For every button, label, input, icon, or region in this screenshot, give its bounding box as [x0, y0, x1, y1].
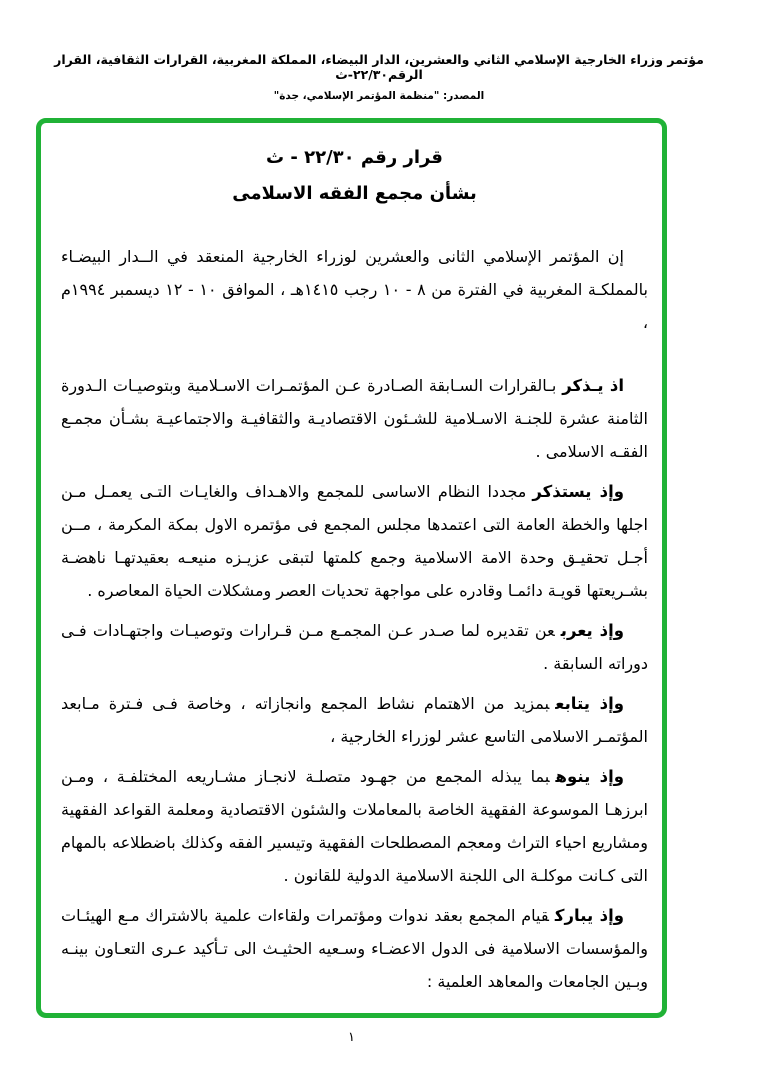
header-conference-line: مؤتمر وزراء الخارجية الإسلامي الثاني والعشرين، الدار البيضاء، المملكة المغربية، القرارات الثقافية، القرار الرقم٢٢/٣٠-ث — [54, 52, 704, 82]
paragraph-text: بـالقرارات السـابقة الصـادرة عـن المؤتمـرات الاسـلامية وبتوصيـات الـدورة الثامنة عشرة للجنـة الاسـلامية للشـئون الاقتصاديـة والثقافيـة والاجتماعيـة بشـأن مجمـع الفقـه الاسلامى . — [61, 376, 648, 461]
paragraph-lead: وإذ يستذكر — [532, 482, 624, 501]
paragraph-lead: وإذ يبارك — [554, 906, 624, 925]
paragraph-lead: وإذ يتابع — [555, 694, 624, 713]
paragraph-lead: وإذ ينوه — [555, 767, 625, 786]
document-header — [0, 52, 758, 102]
decision-paragraph — [61, 240, 648, 339]
decision-paragraph — [61, 369, 648, 468]
paragraph-text: قيام المجمع بعقد ندوات ومؤتمرات ولقاءات علمية بالاشتراك مـع الهيئـات والمؤسسات الاسلامية فى الدول الاعضـاء وسـعيه الحثيـث الى تـأكيد عـرى التعـاون بينـه وبـين الجامعات والمعاهد العلمية : — [61, 906, 648, 991]
decision-paragraph — [61, 899, 648, 998]
paragraph-text: عن تقديره لما صـدر عـن المجمـع مـن قـرارات وتوصيـات واجتهـادات فـى دوراته السابقة . — [61, 621, 648, 673]
paragraph-text: إن المؤتمر الإسلامي الثانى والعشرين لوزراء الخارجية المنعقد في الــدار البيضـاء بالمملكـة المغربية في الفترة من ٨ - ١٠ رجب ١٤١٥هـ ، الموافق ١٠ - ١٢ ديسمبر ١٩٩٤م ، — [61, 247, 648, 332]
decision-frame — [36, 118, 667, 1018]
paragraph-text: مجددا النظام الاساسى للمجمع والاهـداف والغايـات التـى يعمـل مـن اجلها والخطة العامة التى اعتمدها مجلس المجمع فى مؤتمره الاول بمكة المكرمة ، مــن أجـل تحقيـق وحدة الامة الاسلامية وجمع كلمتها لتبقى عزيـزه منيعـه بعقيدتهـا ناهضـة بشـريعتها قويـة دائمـا وقادره على مواجهة تحديات العصر ومشكلات الحياة المعاصره . — [61, 482, 648, 600]
page-number: ١ — [348, 1030, 355, 1045]
paragraph-text: بمزيد من الاهتمام نشاط المجمع وانجازاته ، وخاصة فـى فـترة مـابعد المؤتمـر الاسلامى التاسع عشر لوزراء الخارجية ، — [61, 694, 648, 746]
decision-paragraph — [61, 687, 648, 753]
decision-body — [61, 240, 648, 998]
decision-paragraph — [61, 475, 648, 607]
decision-paragraph — [61, 760, 648, 892]
paragraph-text: بما يبذله المجمع من جهـود متصلـة لانجـاز مشـاريعه المختلفـة ، ومـن ابرزهـا الموسوعة الفقهية الخاصة بالمعاملات والشئون الاقتصادية ومعلمة القواعد الفقهية ومشاريع احياء التراث ومعجم المصطلحات الفقهية وتيسير الفقه وكذلك باضطلاعه بالمهام التى كـانت موكلـة الى اللجنة الاسلامية الدولية للقانون . — [61, 767, 648, 885]
decision-number-title: قرار رقم ٢٢/٣٠ - ث — [266, 147, 443, 168]
paragraph-lead: وإذ يعرب — [560, 621, 624, 640]
paragraph-lead: اذ يـذكر — [562, 376, 624, 395]
header-source-line: المصدر: "منظمة المؤتمر الإسلامي، جدة" — [273, 90, 485, 102]
decision-paragraph — [61, 614, 648, 680]
decision-subject-title: بشأن مجمع الفقه الاسلامى — [232, 183, 477, 204]
